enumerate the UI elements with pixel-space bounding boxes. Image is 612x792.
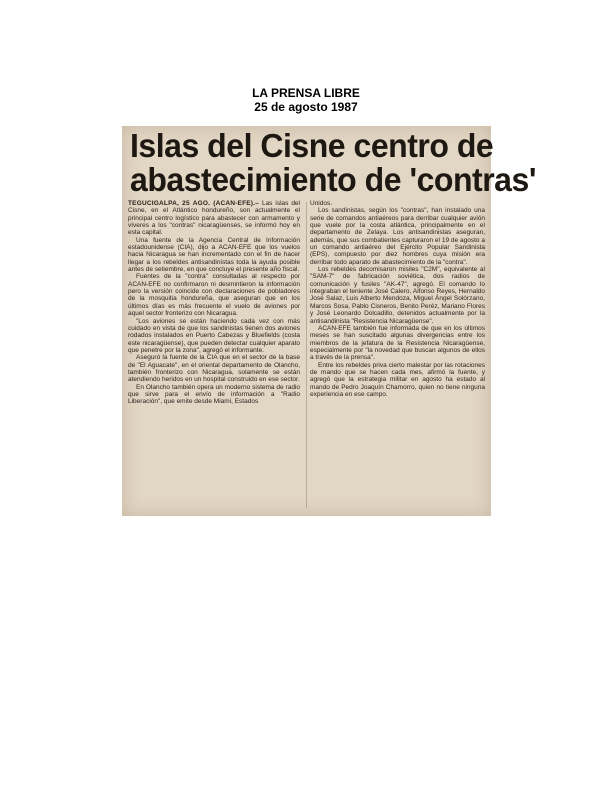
- headline-line-2: abastecimiento de 'contras': [130, 161, 536, 198]
- article-paragraph: Aseguró la fuente de la CIA que en el sector de la base de "El Aguacate", en el oriental departamento de Olancho, también fronterizo con Nicaragua, solamente se están atendiendo heridos en un hospital construido en ese sector.: [128, 354, 300, 384]
- article-paragraph: TEGUCIGALPA, 25 AGO. (ACAN-EFE).– Las islas del Cisne, en el Atlántico hondureño, son actualmente el principal centro logístico para abastecer con armamento y víveres a los "contras" nicaragüenses, se informó hoy en esta capital.: [128, 200, 300, 237]
- newspaper-clipping: [122, 126, 536, 516]
- article-paragraph: Entre los rebeldes priva cierto malestar por las rotaciones de mando que se hacen cada mes, afirmó la fuente, y agregó que la estrategia militar en agosto ha estado al mando de Pedro Joaquín Chamorro, quien no tiene ninguna experiencia en ese campo.: [310, 361, 485, 398]
- article-paragraph: Los rebeldes decomisaron misiles "C2M", equivalente al "SAM-7" de fabricación soviética, dos radios de comunicación y fusiles "AK-47", agregó. El comando lo integraban el teniente José Calero, Alfonso Reyes, Hernaldo José Salaz, Luis Alberto Mendoza, Miguel Ángel Solórzano, Marcos Sosa, Pablo Cisneros, Benito Peréz, Mariano Flores y José Leonardo Dolcadillo, detenidos actualmente por la antisandinista "Resistencia Nicaragüense".: [310, 266, 485, 325]
- headline-line-1: Islas del Cisne centro de: [130, 127, 494, 164]
- article-paragraph: Unidos.: [310, 200, 333, 207]
- publication-date: 25 de agosto 1987: [254, 100, 358, 114]
- headline: [130, 127, 536, 198]
- article-paragraph: Una fuente de la Agencia Central de Información estadounidense (CIA), dijo a ACAN-EFE que los vuelos hacia Nicaragua se han incrementado con el fin de hacer llegar a los rebeldes antisandinistas toda la ayuda posible antes de setiembre, en que concluye el presente año fiscal.: [128, 236, 300, 274]
- article-paragraph: ACAN-EFE también fue informada de que en los últimos meses se han suscitado algunas divergencias entre los miembros de la jefatura de la Resistencia Nicaragüense, especialmente por "la novedad que buscan algunos de ellos a través de la prensa".: [310, 324, 485, 362]
- column-divider: [306, 202, 307, 508]
- article-paragraph: "Los aviones se están haciendo cada vez con más cuidado en vista de que los sandinistas tienen dos aviones rodados instalados en Puerto Cabezas y Bluefields (costa este nicaragüense), que pueden detectar cualquier aparato que penetre por la zona", agregó el informante.: [128, 317, 300, 354]
- dateline: TEGUCIGALPA, 25 AGO. (ACAN-EFE).–: [128, 200, 259, 207]
- article-body: [128, 200, 485, 514]
- article-paragraph: Fuentes de la "contra" consultadas al respecto por ACAN-EFE no confirmaron ni desmintieron la información pero la versión coincide con declaraciones de pobladores de la mosquitia hondureña, que aseguran que en los últimos días es más frecuente el vuelo de aviones por aquel sector fronterizo con Nicaragua.: [128, 273, 300, 318]
- article-paragraph: En Olancho también opera un moderno sistema de radio que sirve para el envío de información a "Radio Liberación", que emite desde Miami, Estados: [128, 383, 300, 406]
- article-paragraph: Los sandinistas, según los "contras", han instalado una serie de comandos antiaéreos para derribar cualquier avión que vuele por la costa atlántica, principalmente en el departamento de Zelaya. Los antisandinistas aseguran, además, que sus combatientes capturaron el 19 de agosto a un comando antiaéreo del Ejército Popular Sandinista (EPS), compuesto por diez hombres cuya misión era derribar todo aparato de abastecimiento de la "contra".: [310, 207, 485, 266]
- article-column-right: [310, 200, 485, 514]
- publication-name: LA PRENSA LIBRE: [252, 86, 360, 100]
- document-header: [0, 86, 612, 114]
- article-column-left: [128, 200, 300, 514]
